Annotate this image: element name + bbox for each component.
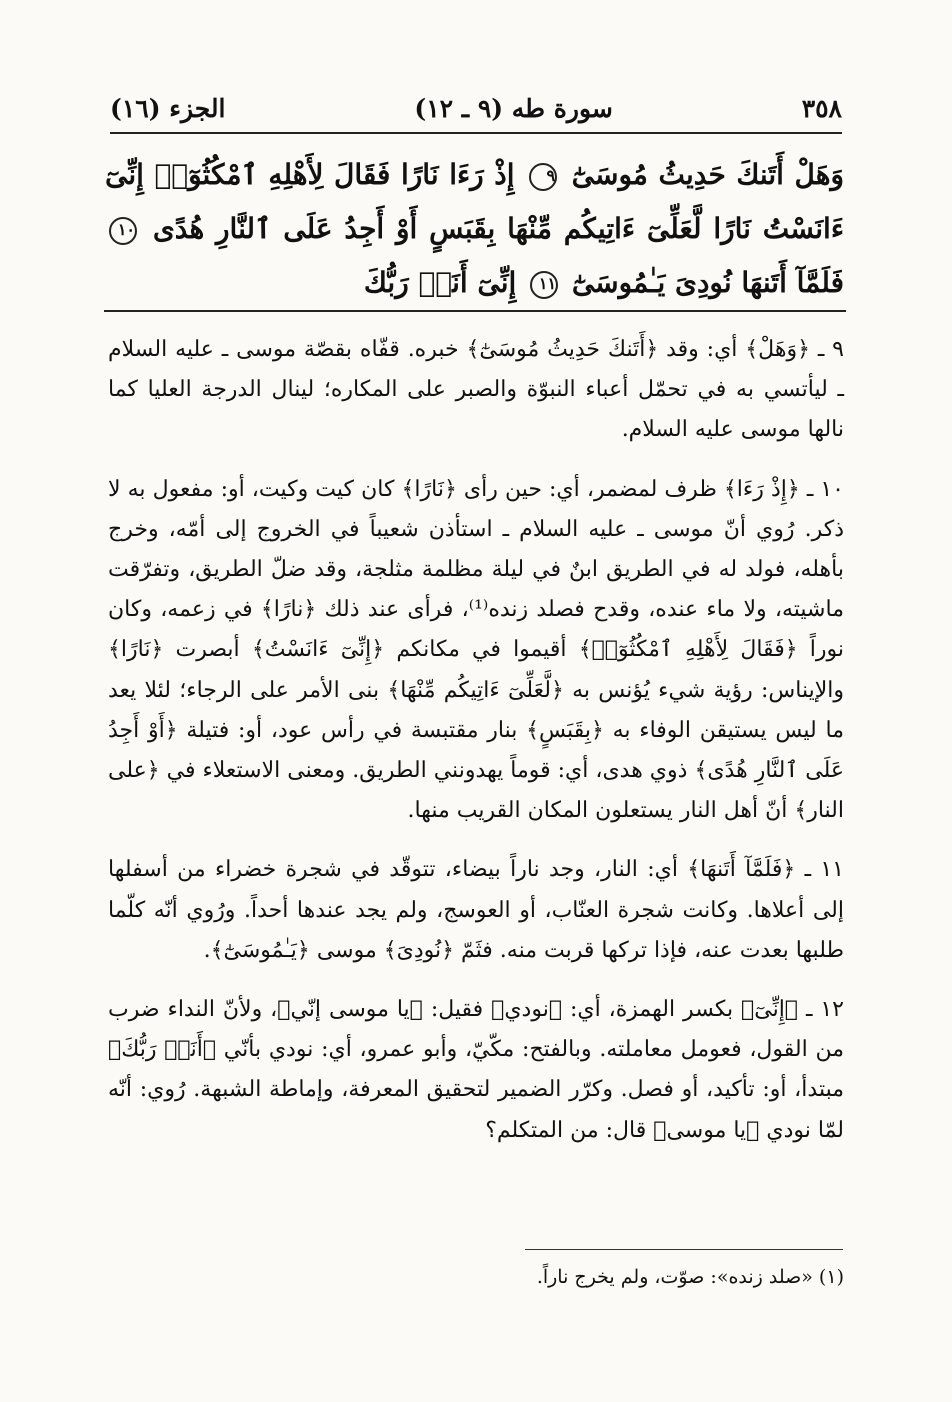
ayah-10-marker: ١٠ <box>109 217 137 245</box>
juz-label: الجزء (١٦) <box>110 93 226 123</box>
ayah-9-marker: ٩ <box>529 163 557 191</box>
footnote-divider <box>525 1249 843 1250</box>
footnote: (١) «صلد زنده»: صوّت، ولم يخرج ناراً. <box>536 1266 844 1288</box>
commentary-9: ٩ ـ ﴿وَهَلْ﴾ أي: وقد ﴿أَتَنكَ حَدِيثُ مُوسَىٰٓ﴾ خبره. قفّاه بقصّة موسى ـ عليه السلام ـ ليأتسي به في تحمّل أعباء النبوّة والصبر على المكاره؛ لينال الدرجة العليا كما نالها موسى عليه السلام. <box>108 337 844 443</box>
running-header <box>110 86 842 130</box>
commentary-10: ١٠ ـ ﴿إِذْ رَءَا﴾ ظرف لمضمر، أي: حين رأى ﴿نَارًا﴾ كان كيت وكيت، أو: مفعول به لا ذكر. رُوي أنّ موسى ـ عليه السلام ـ استأذن شعيباً في الخروج إلى أمّه، وخرج بأهله، فولد له في الطريق ابنٌ في ليلة مظلمة مثلجة، وقد ضلّ الطريق، وتفرّقت ماشيته، ولا ماء عنده، وقدح فصلد زنده⁽¹⁾، فرأى عند ذلك ﴿نارًا﴾ في زعمه، وكان نوراً ﴿فَقَالَ لِأَهْلِهِ ٱمْكُثُوٓا۟﴾ أقيموا في مكانكم ﴿إِنِّىٓ ءَانَسْتُ﴾ أبصرت ﴿نَارًا﴾ والإيناس: رؤية شيء يُؤنس به ﴿لَّعَلِّىٓ ءَاتِيكُم مِّنْهَا﴾ بنى الأمر على الرجاء؛ لئلا يعد ما ليس يستيقن الوفاء به ﴿بِقَبَسٍ﴾ بنار مقتبسة في رأس عود، أو: فتيلة ﴿أَوْ أَجِدُ عَلَى ٱلنَّارِ هُدًى﴾ ذوي هدى، أي: قوماً يهدونني الطريق. ومعنى الاستعلاء في ﴿على النار﴾ أنّ أهل النار يستعلون المكان القريب منها. <box>107 476 844 824</box>
ayah-9-text: وَهَلْ أَتَنكَ حَدِيثُ مُوسَىٰٓ <box>571 158 845 191</box>
ayah-12-text: إِنِّىٓ أَنَا۠ رَبُّكَ <box>363 266 517 299</box>
surah-title: سورة طه (٩ ـ ١٢) <box>414 93 613 123</box>
ayah-10-text: إِذْ رَءَا نَارًا فَقَالَ لِأَهْلِهِ ٱمْكُثُوٓا۟ إِنِّىٓ ءَانَسْتُ نَارًا لَّعَلِّىٓ ءَاتِيكُم مِّنْهَا بِقَبَسٍ أَوْ أَجِدُ عَلَى ٱلنَّارِ هُدًى <box>105 158 844 245</box>
header-divider <box>110 132 842 134</box>
verses-divider <box>104 310 846 312</box>
commentary-11: ١١ ـ ﴿فَلَمَّآ أَتَنهَا﴾ أي: النار، وجد ناراً بيضاء، تتوقّد في شجرة خضراء من أسفلها إلى أعلاها. وكانت شجرة العنّاب، أو العوسج، ولم يجد عندها أحداً. ورُوي أنّه كلّما طلبها بعدت عنه، فإذا تركها قربت منه. فثَمّ ﴿نُودِىَ﴾ موسى ﴿يَـٰمُوسَىٰٓ﴾. <box>108 857 844 963</box>
commentary <box>108 330 844 1170</box>
quran-verses <box>105 148 844 310</box>
commentary-12: ١٢ ـ ﴿إِنِّىٓ﴾ بكسر الهمزة، أي: ﴿نودي﴾ فقيل: ﴿يا موسى إنّي﴾، ولأنّ النداء ضرب من القول، فعومل معاملته. وبالفتح: مكّيّ، وأبو عمرو، أي: نودي بأنّي ﴿أَنَا۠ رَبُّكَ﴾ مبتدأ، أو: تأكيد، أو فصل. وكرّر الضمير لتحقيق المعرفة، وإماطة الشبهة. رُوي: أنّه لمّا نودي ﴿يا موسى﴾ قال: من المتكلم؟ <box>108 997 844 1143</box>
ayah-11-marker: ١١ <box>530 271 558 299</box>
page-number: ٣٥٨ <box>801 93 842 123</box>
ayah-11-text: فَلَمَّآ أَتَنهَا نُودِىَ يَـٰمُوسَىٰٓ <box>571 266 844 299</box>
